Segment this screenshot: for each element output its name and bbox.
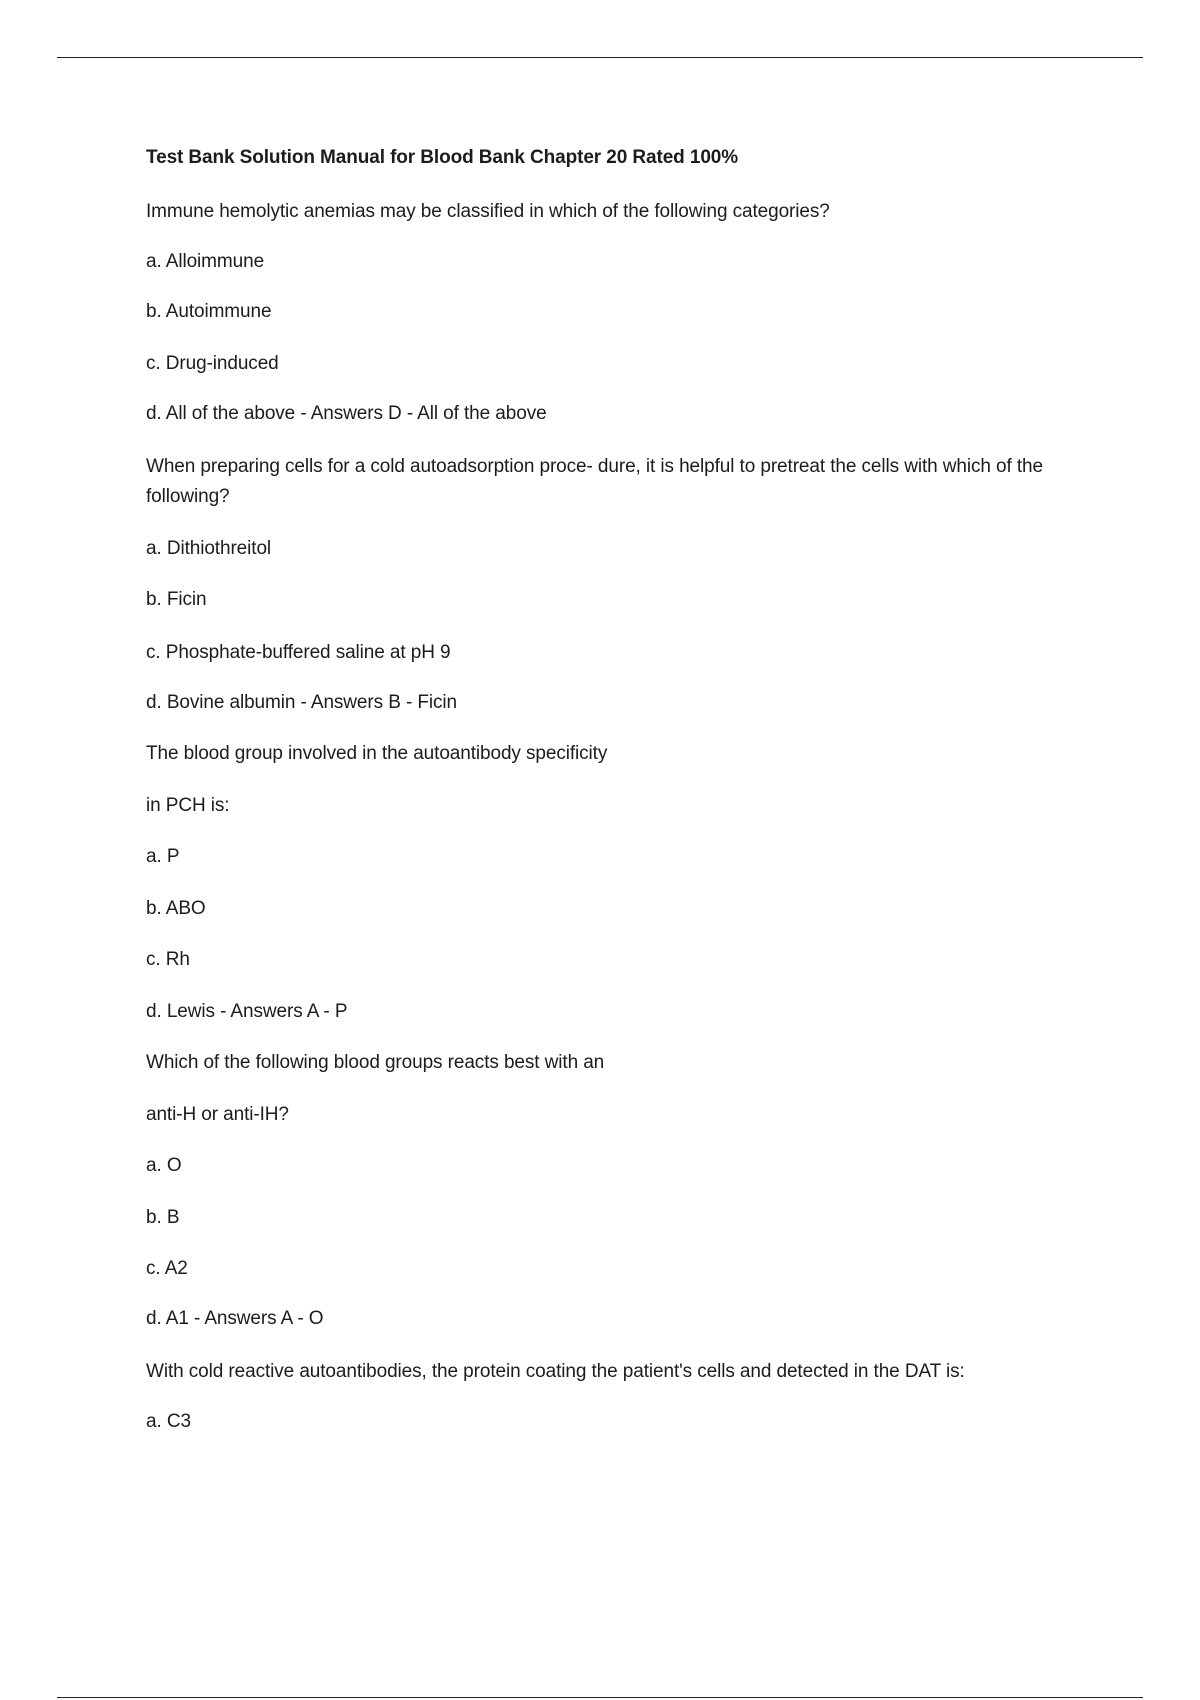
question-1-option-c: c. Drug-induced — [146, 353, 279, 374]
question-2-option-a: a. Dithiothreitol — [146, 538, 272, 559]
bottom-rule — [57, 1697, 1143, 1698]
question-1-option-b: b. Autoimmune — [146, 301, 272, 322]
question-1-option-d: d. All of the above - Answers D - All of the above — [146, 403, 547, 424]
document-title: Test Bank Solution Manual for Blood Bank Chapter 20 Rated 100% — [146, 147, 739, 168]
question-4-option-c: c. A2 — [146, 1258, 188, 1279]
question-4-option-d: d. A1 - Answers A - O — [146, 1308, 324, 1329]
question-2-option-c: c. Phosphate-buffered saline at pH 9 — [146, 642, 451, 663]
question-3-option-d: d. Lewis - Answers A - P — [146, 1001, 348, 1022]
question-4-option-a: a. O — [146, 1155, 182, 1176]
question-3-text-line-1: The blood group involved in the autoantibody specificity — [146, 743, 608, 764]
question-5-option-a: a. C3 — [146, 1411, 191, 1432]
question-2-text: When preparing cells for a cold autoadsorption proce- dure, it is helpful to pretreat the cells with which of the following? — [146, 456, 1043, 507]
top-rule — [57, 57, 1143, 58]
question-1-option-a: a. Alloimmune — [146, 251, 265, 272]
question-2-option-d: d. Bovine albumin - Answers B - Ficin — [146, 692, 457, 713]
question-5-text: With cold reactive autoantibodies, the protein coating the patient's cells and detected in the DAT is: — [146, 1361, 965, 1382]
question-4-text-line-1: Which of the following blood groups reacts best with an — [146, 1052, 605, 1073]
question-4-text-line-2: anti-H or anti-IH? — [146, 1104, 289, 1125]
question-3-option-b: b. ABO — [146, 898, 206, 919]
question-1-text: Immune hemolytic anemias may be classified in which of the following categories? — [146, 201, 830, 222]
question-3-text-line-2: in PCH is: — [146, 795, 230, 816]
question-3-option-a: a. P — [146, 846, 180, 867]
question-2-option-b: b. Ficin — [146, 589, 207, 610]
question-4-option-b: b. B — [146, 1207, 180, 1228]
question-3-option-c: c. Rh — [146, 949, 190, 970]
